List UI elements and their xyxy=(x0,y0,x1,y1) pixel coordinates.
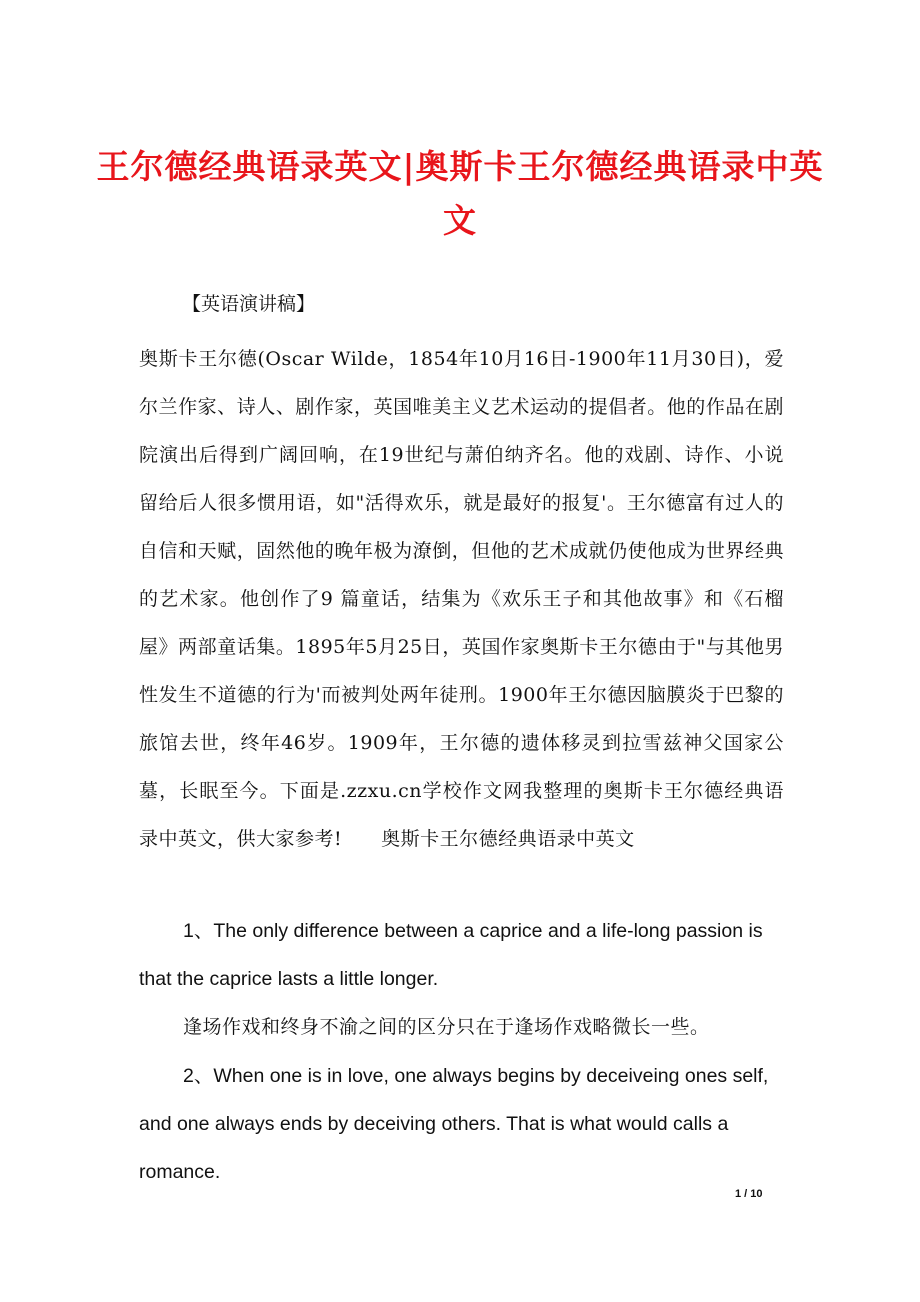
page-indicator: 1 / 10 xyxy=(735,1188,763,1200)
quote-2-english: 2、When one is in love, one always begins by deceiveing ones self, and one always ends by deceiving others. That is what would calls a romance. xyxy=(139,1065,769,1183)
intro-paragraph: 奥斯卡王尔德(Oscar Wilde，1854年10月16日-1900年11月30日)，爱尔兰作家、诗人、剧作家，英国唯美主义艺术运动的提倡者。他的作品在剧院演出后得到广阔回响，在19世纪与萧伯纳齐名。他的戏剧、诗作、小说留给后人很多惯用语，如"活得欢乐，就是最好的报复'。王尔德富有过人的自信和天赋，固然他的晚年极为潦倒，但他的艺术成就仍使他成为世界经典的艺术家。他创作了9 篇童话，结集为《欢乐王子和其他故事》和《石榴屋》两部童话集。1895年5月25日，英国作家奥斯卡王尔德由于"与其他男性发生不道德的行为'而被判处两年徒刑。1900年王尔德因脑膜炎于巴黎的旅馆去世，终年46岁。1909年，王尔德的遗体移灵到拉雪兹神父国家公墓，长眠至今。下面是.zzxu.cn学校作文网我整理的奥斯卡王尔德经典语录中英文，供大家参考! 奥斯卡王尔德经典语录中英文 xyxy=(139,348,784,850)
category-tag: 【英语演讲稿】 xyxy=(182,293,316,315)
quote-1-chinese: 逢场作戏和终身不渝之间的区分只在于逢场作戏略微长一些。 xyxy=(183,1016,710,1038)
quote-1-english: 1、The only difference between a caprice and a life-long passion is that the caprice lasts a little longer. xyxy=(139,920,763,990)
document-title: 王尔德经典语录英文|奥斯卡王尔德经典语录中英文 xyxy=(96,147,824,240)
